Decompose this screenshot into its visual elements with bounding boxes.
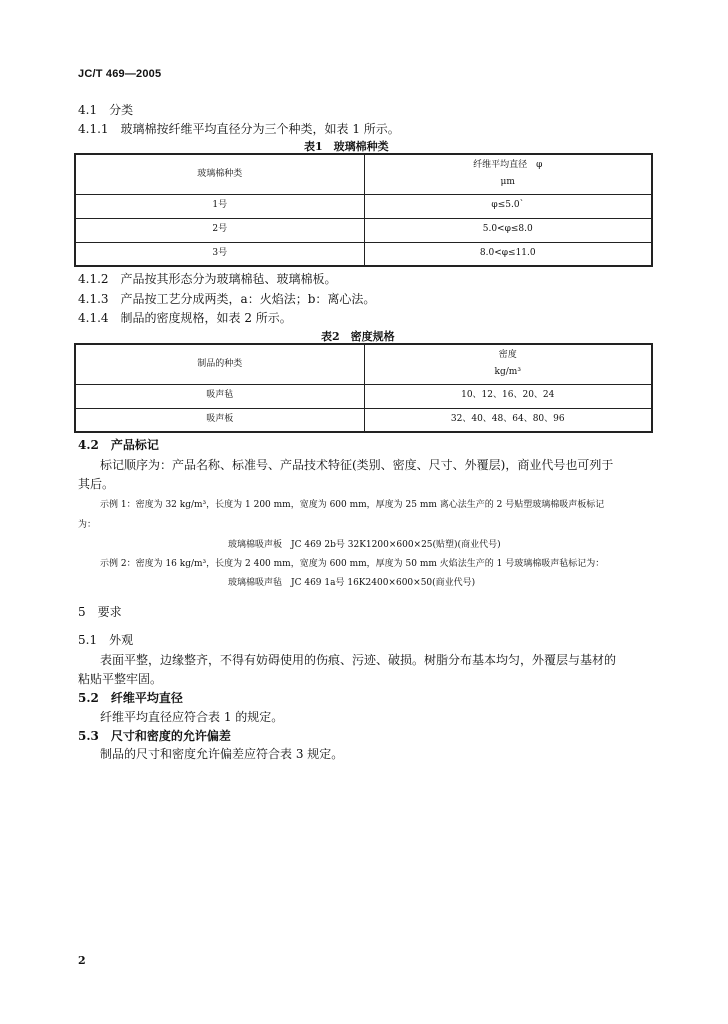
- table1-cell-kind: 3号: [75, 242, 364, 266]
- table1-cell-value: 8.0<φ≤11.0: [364, 242, 652, 266]
- table2-header-density-unit: kg/m³: [494, 367, 521, 378]
- section-5-title: 5 要求: [78, 605, 122, 619]
- table2-header-density-label: 密度: [498, 350, 517, 361]
- clause-4-1-3: 4.1.3 产品按工艺分成两类，a：火焰法；b：离心法。: [78, 292, 376, 306]
- table1: [74, 153, 653, 267]
- table-row: [75, 194, 652, 218]
- table1-cell-kind: 2号: [75, 218, 364, 242]
- table1-cell-kind: 1号: [75, 194, 364, 218]
- example-2-line1: 示例 2：密度为 16 kg/m³，长度为 2 400 mm，宽度为 600 mm，厚度为 50 mm 火焰法生产的 1 号玻璃棉吸声毡标记为：: [100, 559, 605, 569]
- table-row: [75, 242, 652, 266]
- clause-4-1-1: 4.1.1 玻璃棉按纤维平均直径分为三个种类，如表 1 所示。: [78, 122, 400, 136]
- example-1-line1: 示例 1：密度为 32 kg/m³，长度为 1 200 mm，宽度为 600 mm，厚度为 25 mm 离心法生产的 2 号贴塑玻璃棉吸声板标记: [100, 500, 605, 510]
- section-4-1-title: 4.1 分类: [78, 103, 134, 117]
- table1-header-diameter-unit: μm: [500, 177, 515, 188]
- example-2-mark: 玻璃棉吸声毡 JC 469 1a号 16K2400×600×50(商业代号): [228, 578, 476, 588]
- table-row: [75, 408, 652, 432]
- table1-header-kind: 玻璃棉种类: [75, 154, 364, 194]
- section-4-2-text-line1: 标记顺序为：产品名称、标准号、产品技术特征(类别、密度、尺寸、外覆层)，商业代号也可列于: [100, 458, 614, 472]
- table2-header-density: [364, 344, 652, 384]
- table2-cell-value: 10、12、16、20、24: [364, 384, 652, 408]
- table1-header-diameter-label: 纤维平均直径 φ: [473, 160, 543, 171]
- example-1-line2: 为：: [78, 520, 97, 530]
- table1-caption: 表1 玻璃棉种类: [304, 140, 389, 153]
- table1-cell-value: φ≤5.0`: [364, 194, 652, 218]
- table2-cell-kind: 吸声毡: [75, 384, 364, 408]
- table-row: [75, 218, 652, 242]
- table2-cell-kind: 吸声板: [75, 408, 364, 432]
- table1-header-diameter: [364, 154, 652, 194]
- section-5-1-title: 5.1 外观: [78, 633, 134, 647]
- clause-4-1-4: 4.1.4 制品的密度规格，如表 2 所示。: [78, 311, 292, 325]
- section-4-2-text-line2: 其后。: [78, 477, 115, 491]
- document-code: JC/T 469—2005: [78, 68, 162, 80]
- page-number: 2: [78, 954, 86, 967]
- section-4-2-title: 4.2 产品标记: [78, 438, 159, 452]
- section-5-3-text: 制品的尺寸和密度允许偏差应符合表 3 规定。: [100, 747, 344, 761]
- section-5-3-title: 5.3 尺寸和密度的允许偏差: [78, 729, 231, 743]
- table2-caption: 表2 密度规格: [321, 330, 395, 343]
- table2: [74, 343, 653, 433]
- table2-header-kind: 制品的种类: [75, 344, 364, 384]
- table-row: [75, 384, 652, 408]
- section-5-1-text-line1: 表面平整，边缘整齐，不得有妨碍使用的伤痕、污迹、破损。树脂分布基本均匀，外覆层与基材的: [100, 653, 617, 667]
- section-5-1-text-line2: 粘贴平整牢固。: [78, 672, 163, 686]
- table2-cell-value: 32、40、48、64、80、96: [364, 408, 652, 432]
- example-1-mark: 玻璃棉吸声板 JC 469 2b号 32K1200×600×25(贴塑)(商业代号): [228, 540, 501, 550]
- section-5-2-title: 5.2 纤维平均直径: [78, 691, 183, 705]
- section-5-2-text: 纤维平均直径应符合表 1 的规定。: [100, 710, 284, 724]
- clause-4-1-2: 4.1.2 产品按其形态分为玻璃棉毡、玻璃棉板。: [78, 272, 337, 286]
- table1-cell-value: 5.0<φ≤8.0: [364, 218, 652, 242]
